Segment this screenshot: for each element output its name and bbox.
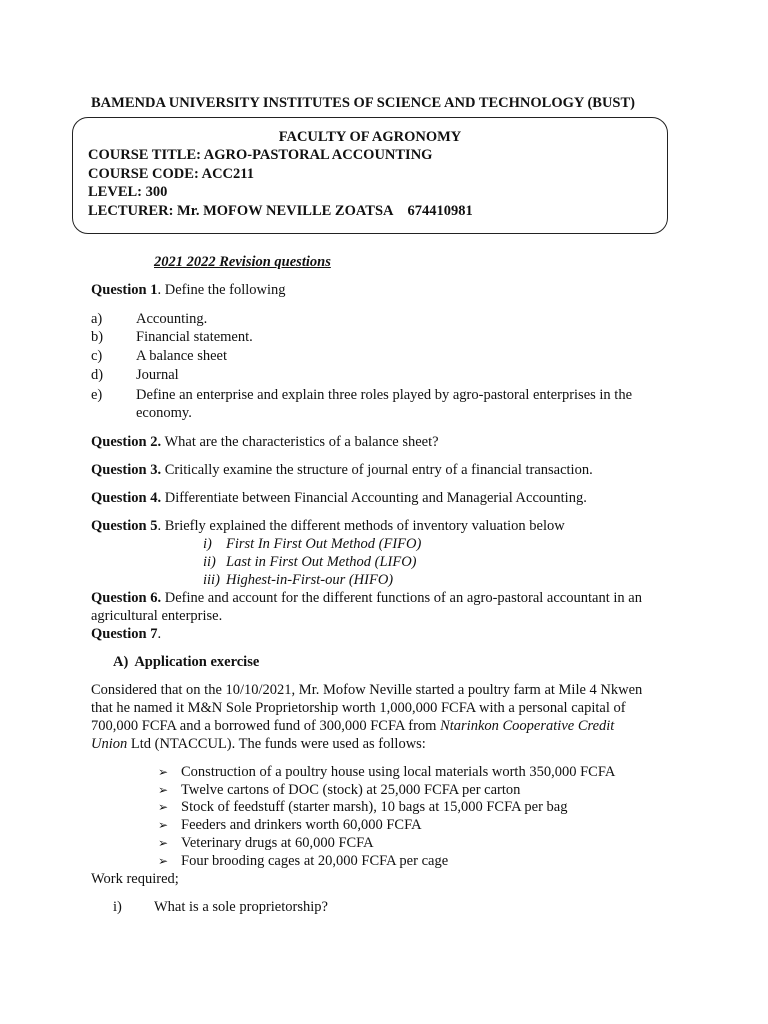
list-text: Journal [136, 367, 179, 383]
list-marker: d) [91, 367, 104, 383]
lecturer-phone: 674410981 [407, 203, 473, 219]
course-title: COURSE TITLE: AGRO-PASTORAL ACCOUNTING [88, 147, 433, 163]
question-4-text: Differentiate between Financial Accounting and Managerial Accounting. [161, 490, 587, 506]
question-2-text: What are the characteristics of a balance sheet? [161, 434, 439, 450]
question-4-label: Question 4. [91, 490, 162, 506]
bullet-text: Veterinary drugs at 60,000 FCFA [181, 835, 374, 851]
arrow-bullet-icon: ➢ [158, 836, 169, 850]
list-text: Highest-in-First-our (HIFO) [226, 572, 394, 588]
para-text: Ltd (NTACCUL). The funds were used as follows: [127, 736, 426, 752]
list-marker: e) [91, 387, 103, 403]
list-text: Financial statement. [136, 329, 253, 345]
faculty-name: FACULTY OF AGRONOMY [278, 129, 462, 145]
arrow-bullet-icon: ➢ [158, 854, 169, 868]
university-title: BAMENDA UNIVERSITY INSTITUTES OF SCIENCE AND TECHNOLOGY (BUST) [91, 95, 635, 111]
arrow-bullet-icon: ➢ [158, 765, 169, 779]
arrow-bullet-icon: ➢ [158, 818, 169, 832]
question-7-label: Question 7 [91, 626, 158, 642]
list-marker: c) [91, 348, 103, 364]
application-marker: A) [113, 654, 129, 670]
list-text: Last in First Out Method (LIFO) [226, 554, 417, 570]
list-marker: i) [203, 536, 212, 552]
application-para-line-3 [91, 717, 614, 735]
bullet-text: Stock of feedstuff (starter marsh), 10 bags at 15,000 FCFA per bag [181, 799, 568, 815]
para-italic-text: Ntarinkon Cooperative Credit [440, 718, 615, 734]
bullet-text: Feeders and drinkers worth 60,000 FCFA [181, 817, 422, 833]
application-heading [113, 653, 259, 671]
list-marker: i) [113, 899, 122, 915]
application-para-line-2: that he named it M&N Sole Proprietorship worth 1,000,000 FCFA with a personal capital of [91, 700, 626, 716]
question-3 [91, 461, 593, 479]
list-text: Define an enterprise and explain three roles played by agro-pastoral enterprises in the [136, 387, 633, 403]
lecturer-name: LECTURER: Mr. MOFOW NEVILLE ZOATSA [88, 203, 394, 219]
question-5 [91, 517, 565, 535]
question-3-label: Question 3. [91, 462, 162, 478]
question-5-label: Question 5 [91, 518, 158, 534]
question-7 [91, 625, 161, 643]
list-text: Accounting. [136, 311, 208, 327]
arrow-bullet-icon: ➢ [158, 800, 169, 814]
question-1 [91, 281, 286, 299]
question-3-text: Critically examine the structure of journal entry of a financial transaction. [161, 462, 593, 478]
list-text: First In First Out Method (FIFO) [226, 536, 422, 552]
list-marker: iii) [203, 572, 220, 588]
question-6-text: Define and account for the different functions of an agro-pastoral accountant in an [161, 590, 642, 606]
list-text: economy. [136, 405, 192, 421]
bullet-text: Twelve cartons of DOC (stock) at 25,000 FCFA per carton [181, 782, 521, 798]
question-4 [91, 489, 587, 507]
question-2-label: Question 2. [91, 434, 162, 450]
question-7-text: . [157, 626, 162, 642]
list-marker: ii) [203, 554, 216, 570]
para-text: 700,000 FCFA and a borrowed fund of 300,000 FCFA from [91, 718, 441, 734]
question-1-label: Question 1 [91, 282, 158, 298]
question-2 [91, 433, 439, 451]
question-6-label: Question 6. [91, 590, 162, 606]
question-6 [91, 589, 642, 607]
para-italic-text: Union [91, 736, 128, 752]
bullet-text: Four brooding cages at 20,000 FCFA per cage [181, 853, 449, 869]
lecturer-line [88, 202, 473, 220]
arrow-bullet-icon: ➢ [158, 783, 169, 797]
question-5-text: . Briefly explained the different methods of inventory valuation below [157, 518, 565, 534]
question-6-continuation: agricultural enterprise. [91, 608, 223, 624]
task-text: What is a sole proprietorship? [154, 899, 328, 915]
list-marker: b) [91, 329, 104, 345]
course-level: LEVEL: 300 [88, 184, 168, 200]
list-marker: a) [91, 311, 103, 327]
course-info-box [72, 117, 668, 234]
course-code: COURSE CODE: ACC211 [88, 166, 254, 182]
work-required: Work required; [91, 871, 179, 887]
revision-title: 2021 2022 Revision questions [154, 254, 331, 270]
application-para-line-4 [91, 735, 426, 753]
list-text: A balance sheet [136, 348, 227, 364]
question-1-text: . Define the following [157, 282, 286, 298]
bullet-text: Construction of a poultry house using local materials worth 350,000 FCFA [181, 764, 616, 780]
application-para-line-1: Considered that on the 10/10/2021, Mr. Mofow Neville started a poultry farm at Mile 4 Nkwen [91, 682, 643, 698]
application-title: Application exercise [134, 654, 260, 670]
